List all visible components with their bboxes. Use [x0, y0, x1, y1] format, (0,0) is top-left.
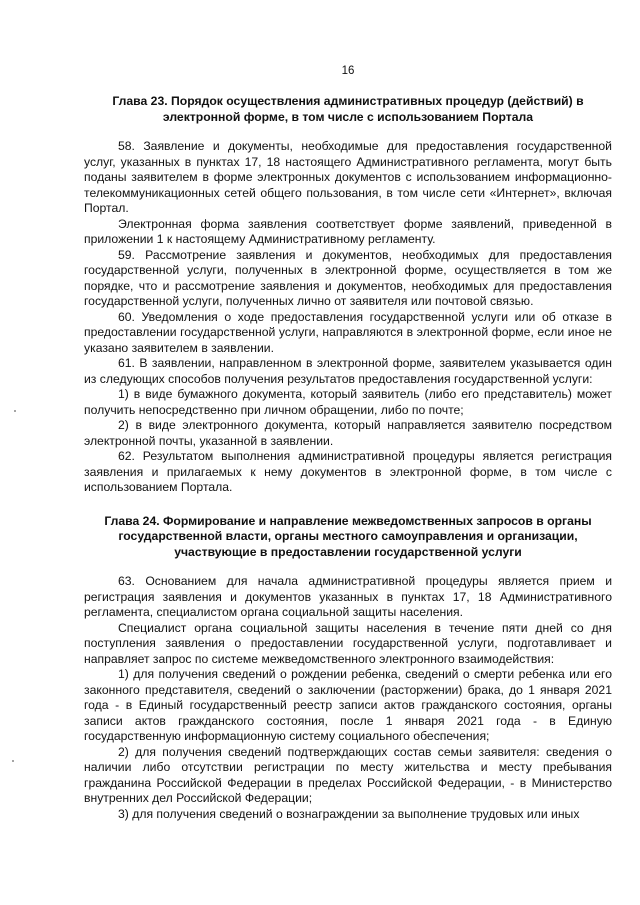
list-item: 3) для получения сведений о вознаграждении за выполнение трудовых или иных — [118, 806, 580, 821]
paragraph: 62. Результатом выполнения административной процедуры является регистрация заявления и прилагаемых к нему документов в электронной форме, в том числе с использованием Портала. — [84, 449, 612, 494]
paragraph: 60. Уведомления о ходе предоставления государственной услуги или об отказе в предоставлении государственной услуги, направляются в электронной форме, если иное не указано заявителем в заявлении. — [84, 309, 612, 355]
paragraph: Специалист органа социальной защиты населения в течение пяти дней со дня поступления заявления о предоставлении государственной услуги, подготавливает и направляет запрос по системе межведомственного электронного взаимодействия: — [84, 620, 612, 666]
list-item: 1) для получения сведений о рождении ребенка, сведений о смерти ребенка или его законного представителя, сведений о заключении (расторжении) брака, до 1 января 2021 года - в Единый государственный реестр записи актов гражданского состояния, органы записи актов гражданского состояния, после 1 января 2021 года - в Единую государственную информационную систему социального обеспечения; — [84, 667, 612, 743]
paragraph: 61. В заявлении, направленном в электронной форме, заявителем указывается один из следующих способов получения результатов предоставления государственной услуги: — [84, 356, 612, 386]
scan-artifact — [14, 410, 16, 412]
paragraph: 59. Рассмотрение заявления и документов, необходимых для предоставления государственной услуги, полученных в электронной форме, осуществляется в том же порядке, что и рассмотрение заявления и документов, необходимых для предоставления государственной услуги, полученных лично от заявителя или почтовой связью. — [84, 247, 612, 308]
section-spacer — [84, 496, 612, 514]
chapter-24-body — [84, 574, 612, 822]
paragraph: 58. Заявление и документы, необходимые для предоставления государственной услуг, указанных в пунктах 17, 18 настоящего Административного регламента, могут быть поданы заявителем в форме электронных документов с использованием информационно-телекоммуникационных сетей общего пользования, в том числе сети «Интернет», включая Портал. — [84, 139, 612, 215]
list-item: 2) для получения сведений подтверждающих состав семьи заявителя: сведения о наличии либо отсутствии регистрации по месту жительства и месту пребывания гражданина Российской Федерации в пределах Российской Федерации, - в Министерство внутренних дел Российской Федерации; — [84, 744, 612, 805]
chapter-24-title: Глава 24. Формирование и направление межведомственных запросов в органы государственной власти, органы местного самоуправления и организации, участвующие в предоставлении государственной услуги — [104, 513, 592, 559]
paragraph: Электронная форма заявления соответствует форме заявлений, приведенной в приложении 1 к настоящему Административному регламенту. — [84, 216, 612, 246]
chapter-23-title: Глава 23. Порядок осуществления административных процедур (действий) в электронной форме, в том числе с использованием Портала — [112, 94, 584, 124]
list-item: 2) в виде электронного документа, который направляется заявителю посредством электронной почты, указанной в заявлении. — [84, 418, 612, 448]
paragraph: 63. Основанием для начала административной процедуры является прием и регистрация заявления и документов указанных в пунктах 17, 18 Административного регламента, специалистом органа социальной защиты населения. — [84, 574, 612, 619]
list-item: 1) в виде бумажного документа, который заявитель (либо его представитель) может получить непосредственно при личном обращении, либо по почте; — [84, 387, 612, 417]
page-number: 16 — [341, 65, 355, 77]
scan-artifact — [12, 760, 14, 762]
chapter-23-body — [84, 139, 612, 496]
